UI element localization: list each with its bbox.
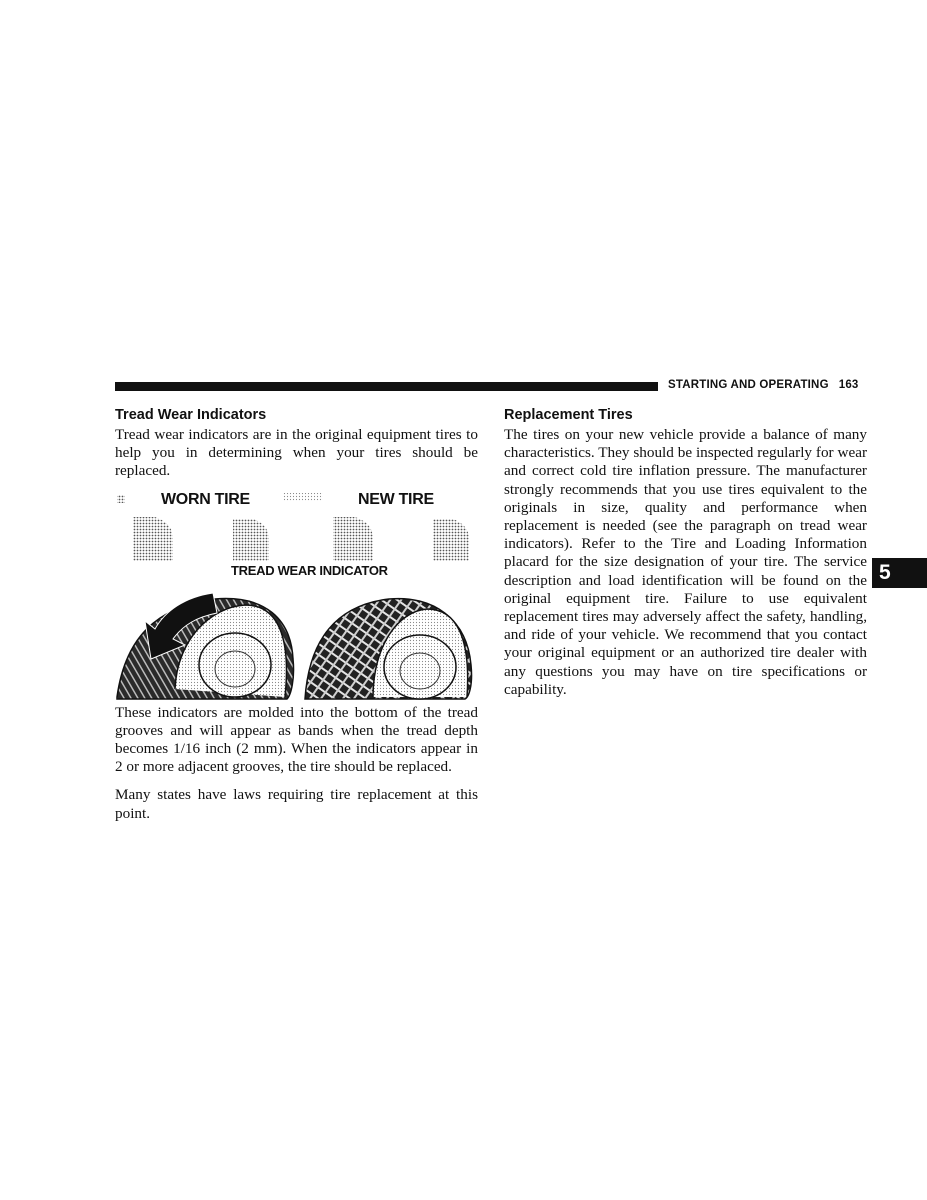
new-tire-label: NEW TIRE — [358, 490, 434, 508]
tread-wear-figure — [115, 489, 478, 701]
left-column — [115, 405, 478, 823]
replacement-tires-paragraph: The tires on your new vehicle provide a balance of many characteristics. They should be inspected regularly for wear and correct cold tire inflation pressure. The manufacturer strongly recommends that you use tires equivalent to the originals in size, quality and performance when replacement is needed (see the paragraph on tread wear indicators). Refer to the Tire and Loading Information placard for the size designation of your tire. The service description and load identification will be found on the original equipment tire. Failure to use equivalent replacement tires may adversely affect the safety, handling, and ride of your vehicle. We recommend that you contact your original equipment or an authorized tire dealer with any questions you may have on tire specifications or capability. — [504, 426, 867, 698]
running-header — [668, 379, 868, 391]
right-column — [504, 405, 867, 699]
header-rule — [115, 382, 658, 391]
worn-tire-label: WORN TIRE — [161, 490, 250, 508]
tread-wear-illustration — [115, 489, 478, 701]
tread-wear-intro: Tread wear indicators are in the original equipment tires to help you in determining when your tires should be replaced. — [115, 426, 478, 480]
tread-wear-heading: Tread Wear Indicators — [115, 407, 267, 423]
tread-wear-paragraph-2: Many states have laws requiring tire replacement at this point. — [115, 786, 478, 822]
chapter-tab — [872, 558, 927, 588]
section-title: STARTING AND OPERATING — [668, 379, 829, 391]
worn-tire-drawing — [117, 593, 294, 699]
replacement-tires-heading: Replacement Tires — [504, 407, 633, 423]
new-tire-drawing — [305, 598, 472, 698]
tread-wear-indicator-label: TREAD WEAR INDICATOR — [231, 562, 388, 578]
chapter-number: 5 — [879, 561, 891, 584]
tread-wear-paragraph-1: These indicators are molded into the bottom of the tread grooves and will appear as bands when the tread depth becomes 1/16 inch (2 mm). When the indicators appear in 2 or more adjacent grooves, the tire should be replaced. — [115, 703, 478, 776]
page-number: 163 — [838, 379, 859, 391]
